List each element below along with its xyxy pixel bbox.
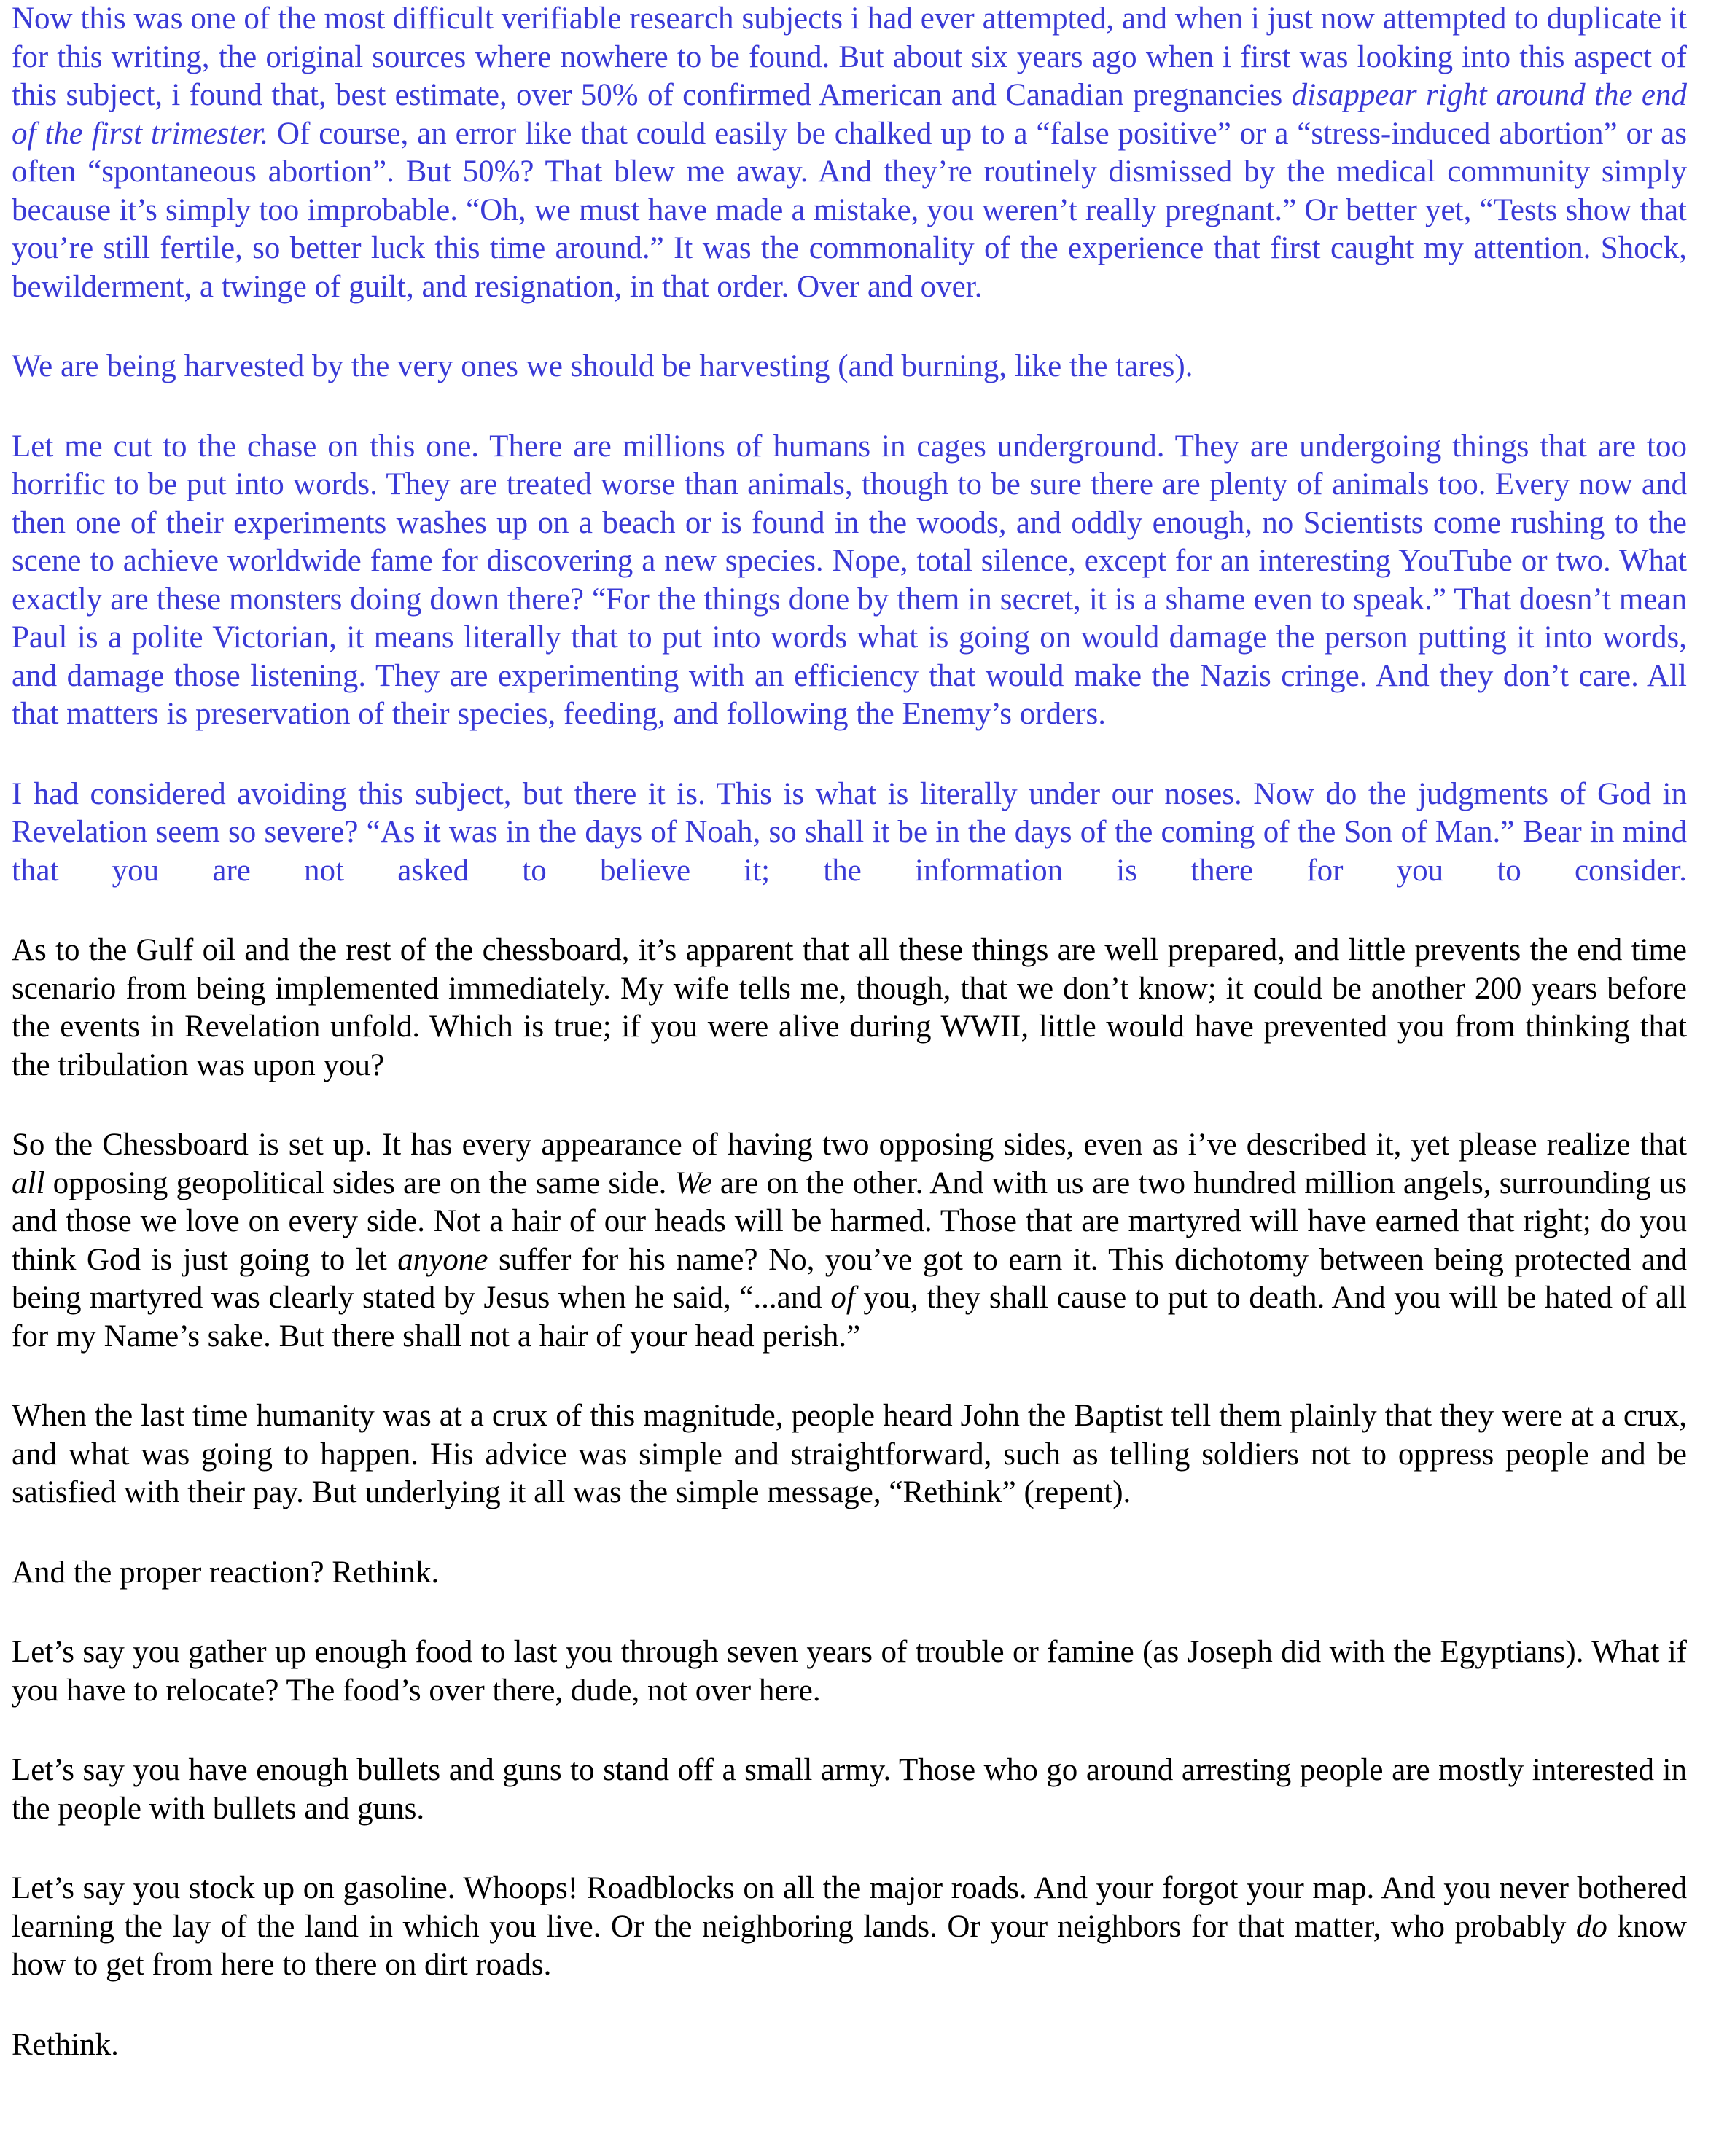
text-segment: you, they shall cause to put to death. And you will be hated of all for my Name’s sake. But there shall not a hair of your head perish.” xyxy=(12,1281,1687,1354)
text-segment: are on the other. And with us are two hundred million angels, surrounding us and those we love on every side. Not a hair of our heads will be harmed. Those that are martyred will have earned that right; do you think God is just going to let xyxy=(12,1165,1687,1277)
paragraph-6 xyxy=(12,1126,1687,1356)
paragraph-4 xyxy=(12,776,1687,891)
text-segment: suffer for his name? No, you’ve got to earn it. This dichotomy between being protected and being martyred was clearly stated by Jesus when he said, “...and xyxy=(12,1242,1687,1315)
italic-text-segment: all xyxy=(12,1165,45,1200)
italic-text-segment: of xyxy=(830,1281,855,1315)
paragraph-3 xyxy=(12,428,1687,734)
text-segment: Let’s say you stock up on gasoline. Whoops! Roadblocks on all the major roads. And your forgot your map. And you never bothered learning the lay of the land in which you live. Or the neighboring lands. Or your neighbors for that matter, who probably xyxy=(12,1871,1687,1944)
italic-text-segment: anyone xyxy=(397,1242,488,1277)
document-page xyxy=(12,0,1687,2064)
italic-text-segment: disappear right around the end of the first trimester. xyxy=(12,78,1688,151)
text-segment: Let’s say you gather up enough food to last you through seven years of trouble or famine (as Joseph did with the Egyptians). What if you have to relocate? The food’s over there, dude, not over here. xyxy=(12,1635,1687,1708)
text-segment: So the Chessboard is set up. It has every appearance of having two opposing sides, even as i’ve described it, yet please realize that xyxy=(12,1128,1687,1162)
paragraph-12 xyxy=(12,2026,1687,2065)
text-segment: Of course, an error like that could easily be chalked up to a “false positive” or a “stress-induced abortion” or as often “spontaneous abortion”. But 50%? That blew me away. And they’re routinely dismissed by the medical community simply because it’s simply too improbable. “Oh, we must have made a mistake, you weren’t really pregnant.” Or better yet, “Tests show that you’re still fertile, so better luck this time around.” It was the commonality of the experience that first caught my attention. Shock, bewilderment, a twinge of guilt, and resignation, in that order. Over and over. xyxy=(12,116,1687,304)
paragraph-9 xyxy=(12,1633,1687,1710)
text-segment: And the proper reaction? Rethink. xyxy=(12,1555,440,1590)
paragraph-2 xyxy=(12,348,1687,386)
paragraph-7 xyxy=(12,1397,1687,1512)
paragraph-1 xyxy=(12,0,1687,306)
text-segment: opposing geopolitical sides are on the same side. xyxy=(44,1165,675,1200)
paragraph-11 xyxy=(12,1870,1687,1985)
italic-text-segment: We xyxy=(674,1165,712,1200)
text-segment: As to the Gulf oil and the rest of the chessboard, it’s apparent that all these things are well prepared, and little prevents the end time scenario from being implemented immediately. My wife tells me, though, that we don’t know; it could be another 200 years before the events in Revelation unfold. Which is true; if you were alive during WWII, little would have prevented you from thinking that the tribulation was upon you? xyxy=(12,933,1687,1082)
text-segment: When the last time humanity was at a crux of this magnitude, people heard John the Baptist tell them plainly that they were at a crux, and what was going to happen. His advice was simple and straightforward, such as telling soldiers not to oppress people and be satisfied with their pay. But underlying it all was the simple message, “Rethink” (repent). xyxy=(12,1399,1687,1509)
text-segment: Let me cut to the chase on this one. There are millions of humans in cages underground. They are undergoing things that are too horrific to be put into words. They are treated worse than animals, though to be sure there are plenty of animals too. Every now and then one of their experiments washes up on a beach or is found in the woods, and oddly enough, no Scientists come rushing to the scene to achieve worldwide fame for discovering a new species. Nope, total silence, except for an interesting YouTube or two. What exactly are these monsters doing down there? “For the things done by them in secret, it is a shame even to speak.” That doesn’t mean Paul is a polite Victorian, it means literally that to put into words what is going on would damage the person putting it into words, and damage those listening. They are experimenting with an efficiency that would make the Nazis cringe. And they don’t care. All that matters is preservation of their species, feeding, and following the Enemy’s orders. xyxy=(12,429,1687,731)
text-segment: I had considered avoiding this subject, but there it is. This is what is literally under our noses. Now do the judgments of God in Revelation seem so severe? “As it was in the days of Noah, so shall it be in the days of the coming of the Son of Man.” Bear in mind that you are not asked to believe it; the information is there for you to consider. xyxy=(12,776,1687,888)
text-segment: We are being harvested by the very ones we should be harvesting (and burning, like the tares). xyxy=(12,349,1193,383)
paragraph-10 xyxy=(12,1751,1687,1828)
italic-text-segment: do xyxy=(1575,1909,1607,1944)
text-segment: Let’s say you have enough bullets and guns to stand off a small army. Those who go around arresting people are mostly interested in the people with bullets and guns. xyxy=(12,1753,1687,1826)
text-segment: Rethink. xyxy=(12,2027,119,2062)
text-segment: know how to get from here to there on dirt roads. xyxy=(12,1909,1687,1982)
text-segment: Now this was one of the most difficult verifiable research subjects i had ever attempted, and when i just now attempted to duplicate it for this writing, the original sources where nowhere to be found. But about six years ago when i first was looking into this aspect of this subject, i found that, best estimate, over 50% of confirmed American and Canadian pregnancies xyxy=(12,1,1687,112)
paragraph-8 xyxy=(12,1554,1687,1593)
paragraph-5 xyxy=(12,931,1687,1085)
